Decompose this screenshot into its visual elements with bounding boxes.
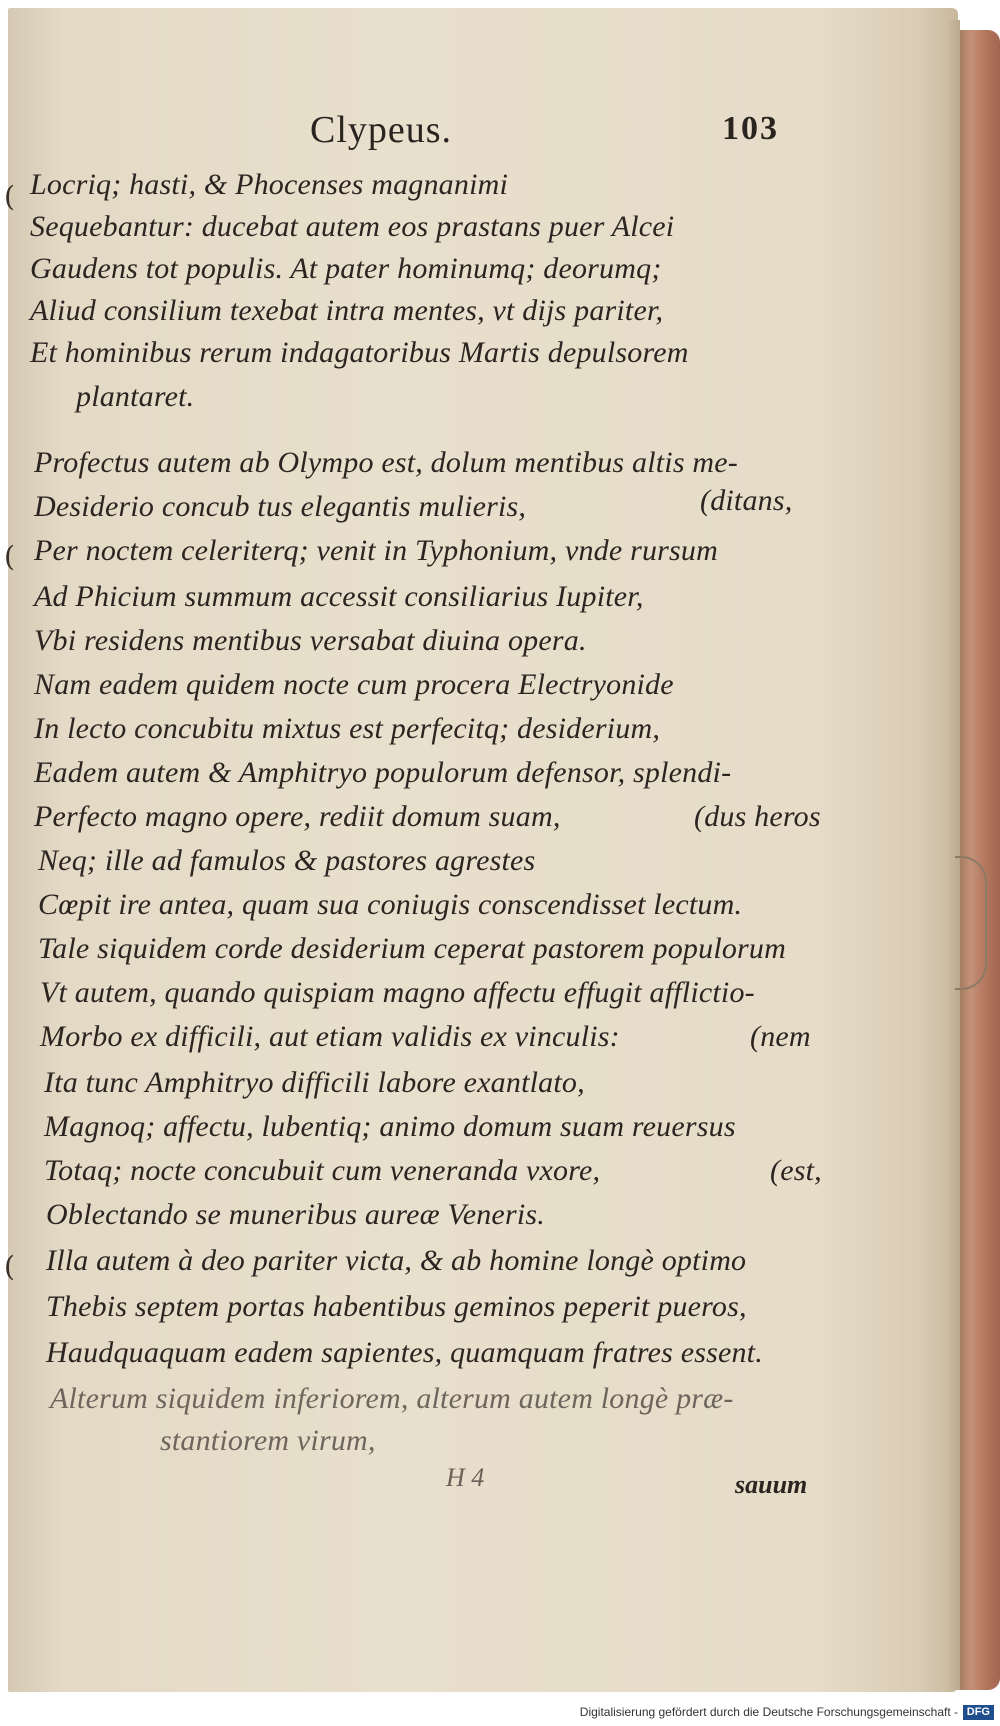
text-line: Alterum siquidem inferiorem, alterum autem longè præ- (50, 1382, 734, 1415)
text-line: Gaudens tot populis. At pater hominumq; deorumq; (30, 252, 662, 285)
text-line: Morbo ex difficili, aut etiam validis ex vinculis: (40, 1020, 620, 1053)
text-line: Sequebantur: ducebat autem eos prastans puer Alcei (30, 210, 675, 243)
text-line: Per noctem celeriterq; venit in Typhonium, vnde rursum (34, 534, 718, 567)
text-line-turnover: (est, (770, 1154, 822, 1187)
page-number: 103 (722, 110, 779, 147)
footer-credit: Digitalisierung gefördert durch die Deutsche Forschungsgemeinschaft - (579, 1705, 958, 1719)
text-line: Aliud consilium texebat intra mentes, vt dijs pariter, (30, 294, 664, 327)
text-line: Nam eadem quidem nocte cum procera Electryonide (34, 668, 674, 701)
text-line: Locriq; hasti, & Phocenses magnanimi (30, 168, 509, 201)
margin-bracket-mark: ( (4, 540, 15, 573)
text-line: Haudquaquam eadem sapientes, quamquam fratres essent. (46, 1336, 763, 1369)
text-line: Ita tunc Amphitryo difficili labore exantlato, (44, 1066, 585, 1099)
text-line: Profectus autem ab Olympo est, dolum mentibus altis me- (34, 446, 738, 479)
dfg-logo: DFG (963, 1705, 994, 1720)
digitization-footer (0, 1700, 1000, 1726)
text-line-turnover: (nem (750, 1020, 811, 1053)
text-line: plantaret. (76, 380, 195, 413)
text-line: Vt autem, quando quispiam magno affectu effugit afflictio- (40, 976, 755, 1009)
signature-mark: H 4 (446, 1463, 485, 1492)
text-line: stantiorem virum, (160, 1424, 376, 1457)
text-line: Thebis septem portas habentibus geminos peperit pueros, (46, 1290, 747, 1323)
text-line: Perfecto magno opere, rediit domum suam, (34, 800, 561, 833)
text-line: Ad Phicium summum accessit consiliarius Iupiter, (34, 580, 644, 613)
text-line: Eadem autem & Amphitryo populorum defensor, splendi- (34, 756, 732, 789)
catchword: sauum (735, 1470, 808, 1499)
running-head: Clypeus. (310, 109, 453, 151)
text-line: Vbi residens mentibus versabat diuina opera. (34, 624, 587, 657)
text-line: Et hominibus rerum indagatoribus Martis depulsorem (30, 336, 689, 369)
text-line: Illa autem à deo pariter victa, & ab homine longè optimo (46, 1244, 747, 1277)
book-clasp (955, 856, 987, 990)
text-line: Oblectando se muneribus aureæ Veneris. (46, 1198, 545, 1231)
text-line-turnover: (ditans, (700, 484, 793, 517)
margin-bracket-mark: ( (4, 180, 15, 213)
page-edge-shadow (946, 20, 960, 1690)
text-line: Totaq; nocte concubuit cum veneranda vxore, (44, 1154, 601, 1187)
text-line: Tale siquidem corde desiderium ceperat pastorem populorum (38, 932, 786, 965)
text-line: In lecto concubitu mixtus est perfecitq; desiderium, (34, 712, 661, 745)
text-line-turnover: (dus heros (694, 800, 821, 833)
margin-bracket-mark: ( (4, 1250, 15, 1283)
text-line: Cœpit ire antea, quam sua coniugis conscendisset lectum. (38, 888, 743, 921)
text-line: Desiderio concub tus elegantis mulieris, (34, 490, 527, 523)
text-line: Neq; ille ad famulos & pastores agrestes (38, 844, 536, 877)
text-line: Magnoq; affectu, lubentiq; animo domum suam reuersus (44, 1110, 736, 1143)
